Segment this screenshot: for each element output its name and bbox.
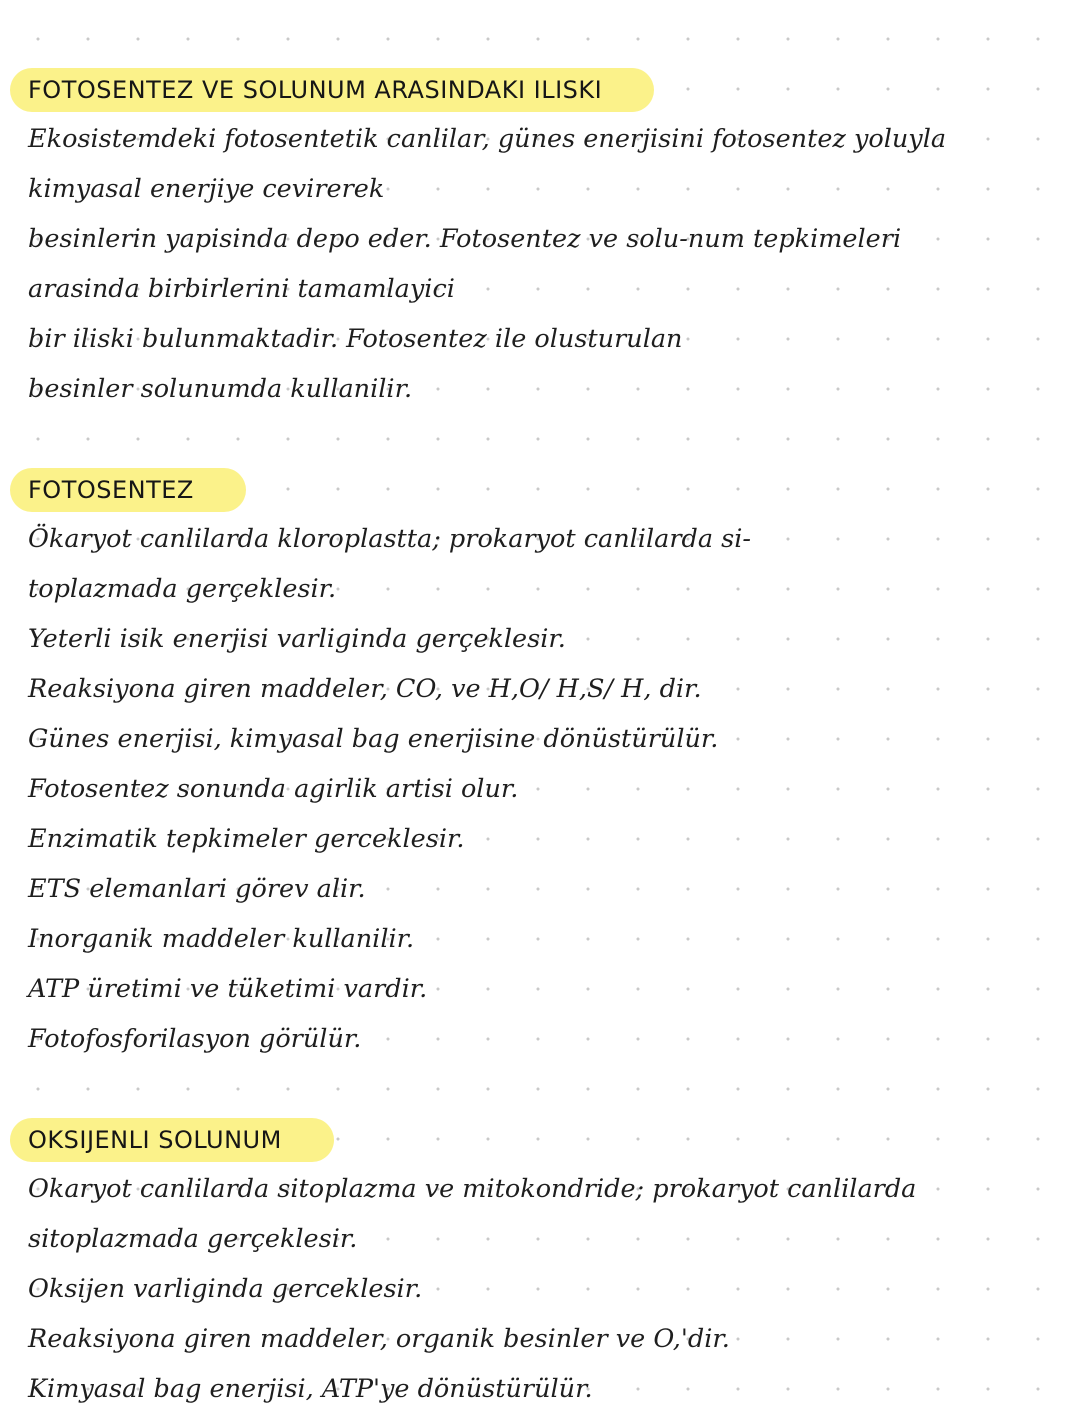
text-line: besinlerin yapisinda depo eder. Fotosentez ve solu-num tepkimeleri [28, 224, 902, 254]
text-line: Enzimatik tepkimeler gerceklesir. [28, 824, 465, 854]
text-line: Günes enerjisi, kimyasal bag enerjisine dönüstürülür. [28, 724, 719, 754]
text-line: kimyasal enerjiye cevirerek [28, 174, 385, 204]
section-lines [28, 1164, 1060, 1414]
text-line: Reaksiyona giren maddeler, CO, ve H,O/ H,S/ H, dir. [28, 674, 702, 704]
text-line: arasinda birbirlerini tamamlayici [28, 274, 455, 304]
text-line: ETS elemanlari görev alir. [28, 874, 366, 904]
text-line: sitoplazmada gerçeklesir. [28, 1224, 358, 1254]
section-lines [28, 514, 1060, 1064]
text-line: Fotosentez sonunda agirlik artisi olur. [28, 774, 519, 804]
section-heading: FOTOSENTEZ VE SOLUNUM ARASINDAKI ILISKI [10, 68, 654, 112]
text-line: Oksijen varliginda gerceklesir. [28, 1274, 423, 1304]
text-line: Ökaryot canlilarda kloroplastta; prokaryot canlilarda si- [28, 524, 752, 554]
text-line: Yeterli isik enerjisi varliginda gerçeklesir. [28, 624, 566, 654]
text-line: Okaryot canlilarda sitoplazma ve mitokondride; prokaryot canlilarda [28, 1174, 917, 1204]
section-lines [28, 114, 1060, 414]
text-line: Ekosistemdeki fotosentetik canlilar, günes enerjisini fotosentez yoluyla [28, 124, 947, 154]
text-line: Inorganik maddeler kullanilir. [28, 924, 415, 954]
text-line: Reaksiyona giren maddeler, organik besinler ve O,'dir. [28, 1324, 730, 1354]
text-line: besinler solunumda kullanilir. [28, 374, 413, 404]
section-heading: OKSIJENLI SOLUNUM [10, 1118, 334, 1162]
text-line: Fotofosforilasyon görülür. [28, 1024, 362, 1054]
text-line: toplazmada gerçeklesir. [28, 574, 337, 604]
text-line: Kimyasal bag enerjisi, ATP'ye dönüstürülür. [28, 1374, 593, 1404]
text-line: ATP üretimi ve tüketimi vardir. [28, 974, 428, 1004]
section-heading: FOTOSENTEZ [10, 468, 246, 512]
text-line: bir iliski bulunmaktadir. Fotosentez ile olusturulan [28, 324, 683, 354]
